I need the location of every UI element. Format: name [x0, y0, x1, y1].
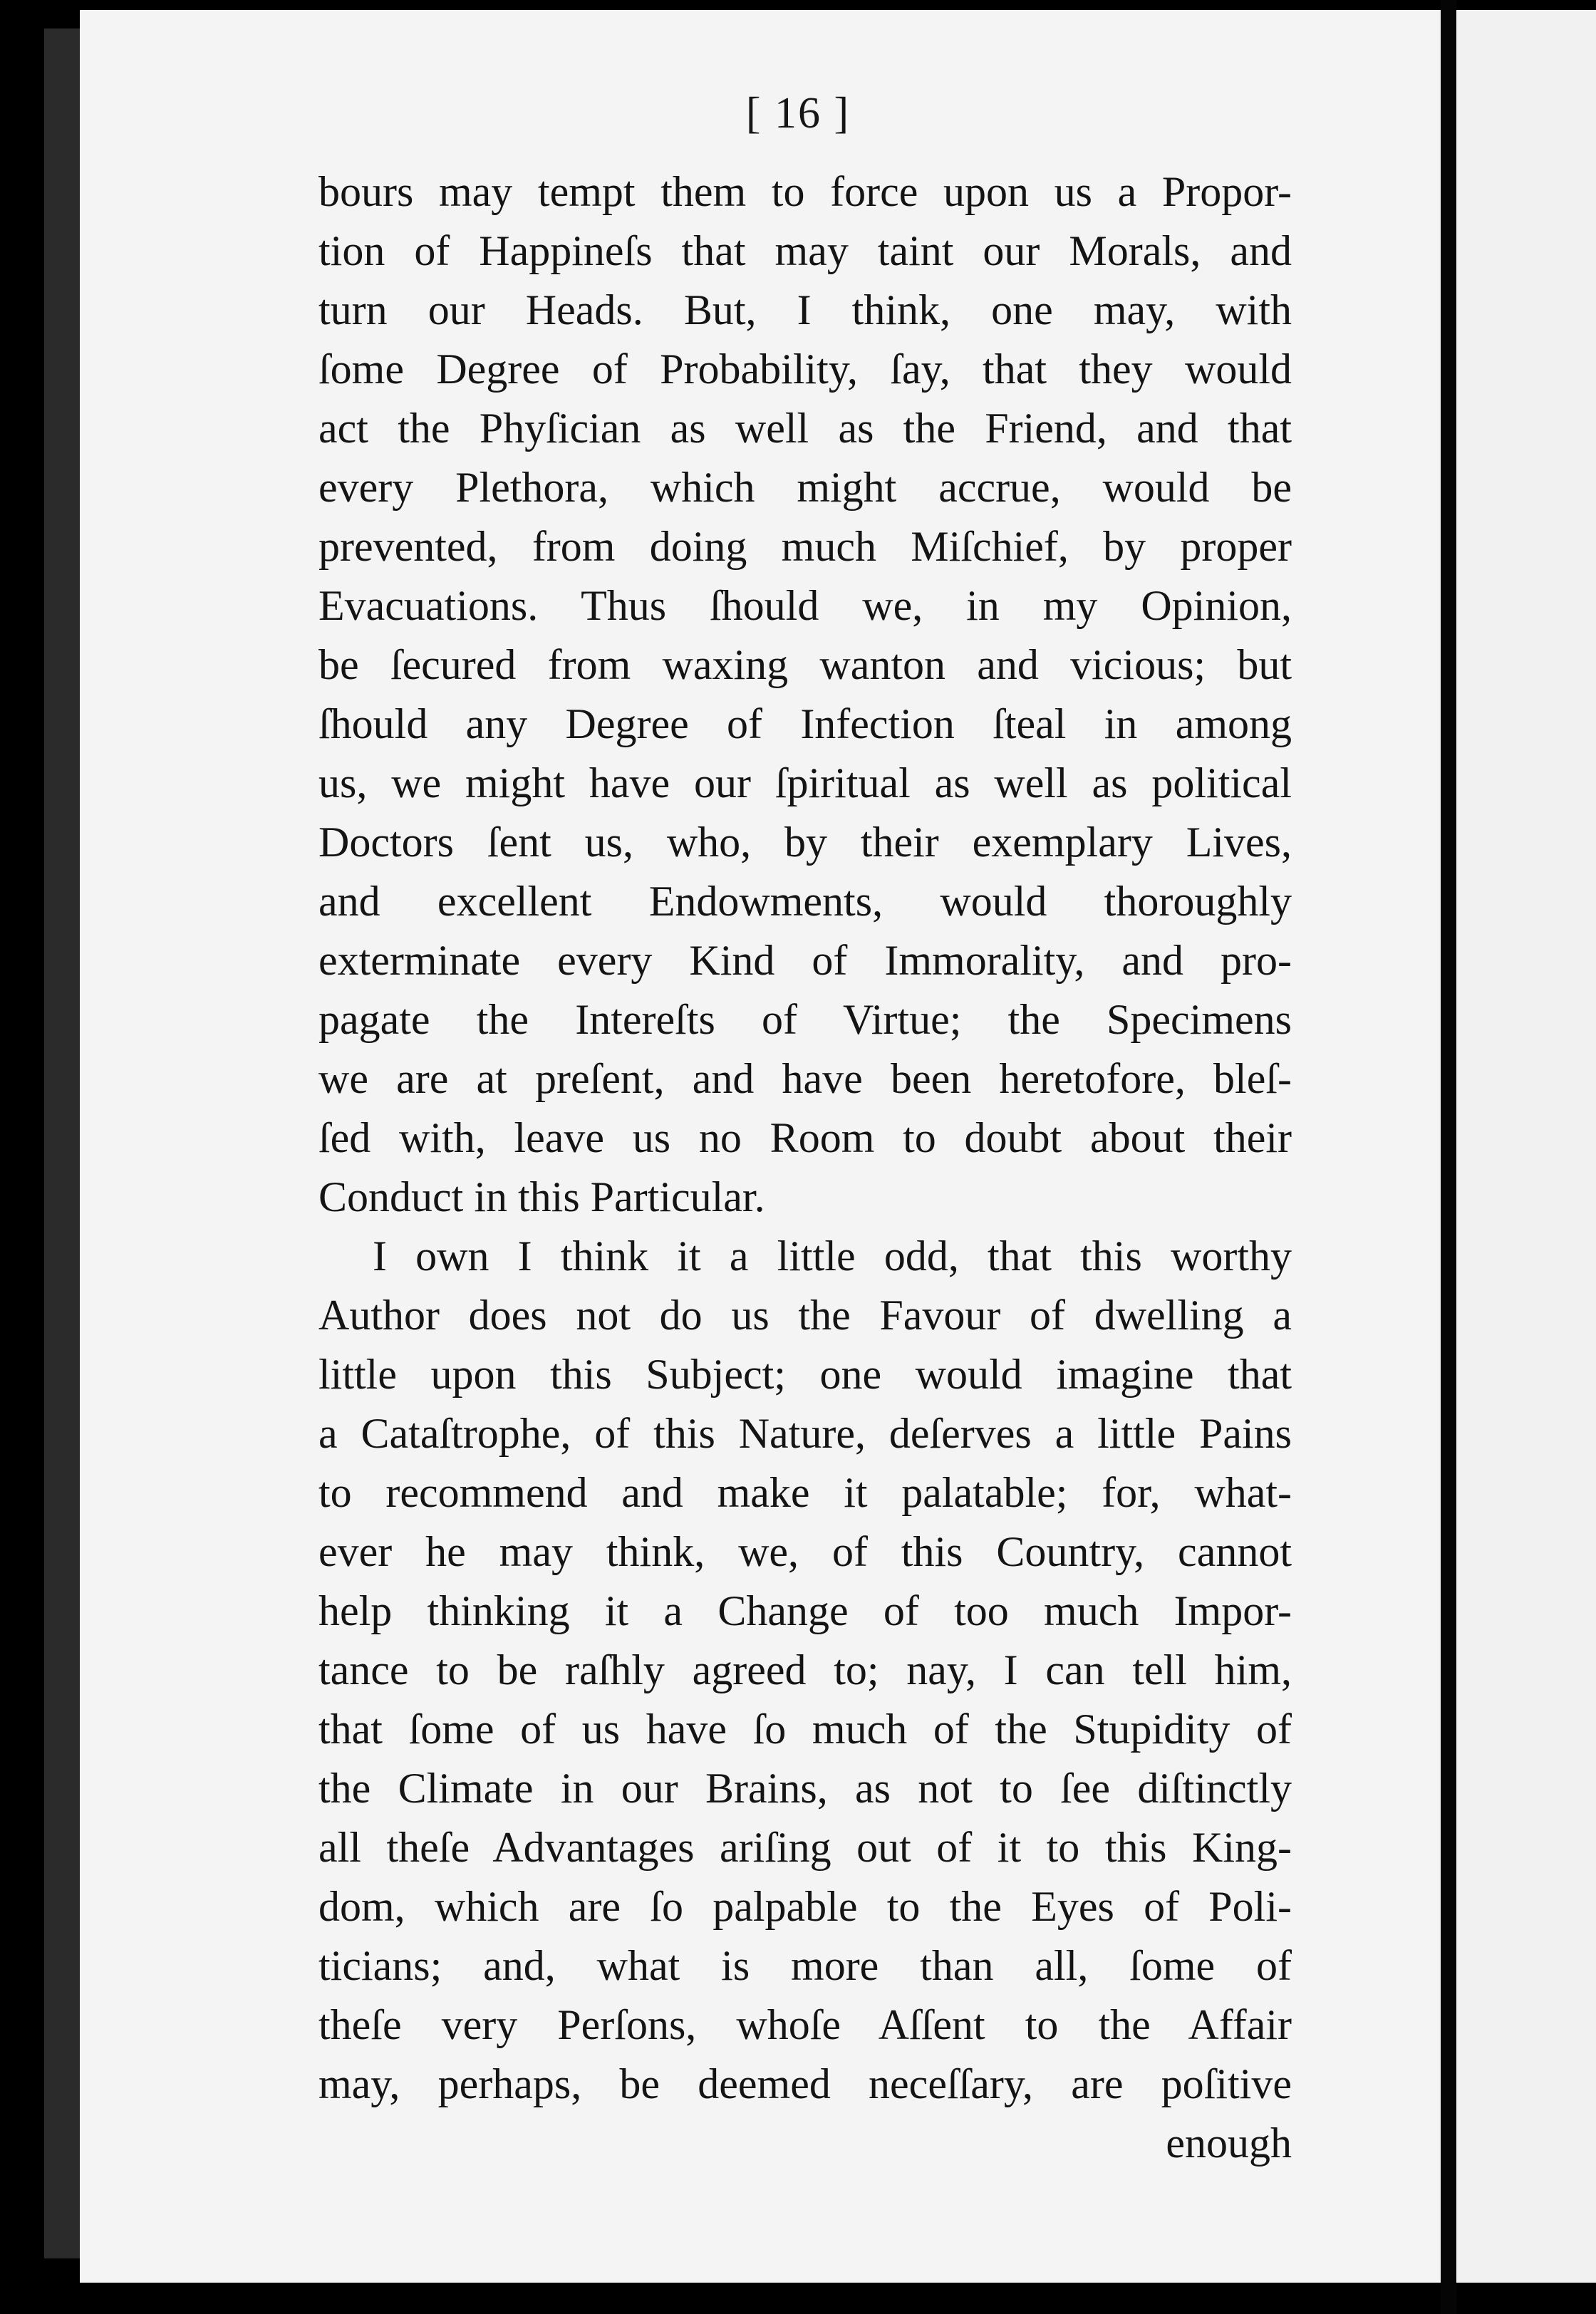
facing-page-edge — [1456, 10, 1596, 2283]
text-line: bours may tempt them to force upon us a Propor- — [318, 168, 1292, 215]
text-line: tance to be raſhly agreed to; nay, I can tell him, — [318, 1646, 1292, 1693]
text-line: I own I think it a little odd, that this worthy — [373, 1233, 1292, 1280]
text-line: help thinking it a Change of too much Impor- — [318, 1587, 1292, 1634]
text-line: prevented, from doing much Miſchief, by proper — [318, 523, 1292, 570]
text-line: us, we might have our ſpiritual as well as political — [318, 759, 1292, 806]
text-line: may, perhaps, be deemed neceſſary, are poſitive — [318, 2060, 1292, 2107]
text-line: dom, which are ſo palpable to the Eyes of Poli- — [318, 1883, 1292, 1930]
text-line: Author does not do us the Favour of dwelling a — [318, 1292, 1292, 1339]
text-line: to recommend and make it palatable; for, what- — [318, 1469, 1292, 1516]
text-line: exterminate every Kind of Immorality, and pro- — [318, 937, 1292, 984]
text-line: ſhould any Degree of Infection ſteal in among — [318, 700, 1292, 747]
text-line: theſe very Perſons, whoſe Aſſent to the Affair — [318, 2001, 1292, 2048]
text-line: a Cataſtrophe, of this Nature, deſerves a little Pains — [318, 1410, 1292, 1457]
text-line: we are at preſent, and have been heretofore, bleſ- — [318, 1055, 1292, 1102]
text-line: act the Phyſician as well as the Friend, and that — [318, 405, 1292, 452]
text-line: tion of Happineſs that may taint our Morals, and — [318, 227, 1292, 274]
page-gutter — [1441, 0, 1456, 2314]
catchword: enough — [1166, 2120, 1292, 2167]
text-line: all theſe Advantages ariſing out of it to this King- — [318, 1824, 1292, 1871]
text-line: turn our Heads. But, I think, one may, with — [318, 286, 1292, 333]
text-line: and excellent Endowments, would thoroughly — [318, 878, 1292, 925]
text-line: every Plethora, which might accrue, would be — [318, 464, 1292, 511]
text-line: that ſome of us have ſo much of the Stupidity of — [318, 1706, 1292, 1753]
text-line: ever he may think, we, of this Country, cannot — [318, 1528, 1292, 1575]
text-line: Evacuations. Thus ſhould we, in my Opinion, — [318, 582, 1292, 629]
text-line: ſome Degree of Probability, ſay, that they would — [318, 346, 1292, 393]
book-binding-edge — [44, 28, 81, 2258]
text-line: Doctors ſent us, who, by their exemplary Lives, — [318, 819, 1292, 866]
text-line: little upon this Subject; one would imagine that — [318, 1351, 1292, 1398]
body-text — [318, 162, 1292, 2173]
text-line: the Climate in our Brains, as not to ſee diſtinctly — [318, 1765, 1292, 1812]
text-line: ticians; and, what is more than all, ſome of — [318, 1942, 1292, 1989]
text-line: be ſecured from waxing wanton and vicious; but — [318, 641, 1292, 688]
text-line: ſed with, leave us no Room to doubt about their — [318, 1114, 1292, 1161]
text-line: Conduct in this Particular. — [318, 1173, 765, 1220]
page-number: [ 16 ] — [745, 89, 851, 138]
text-line: pagate the Intereſts of Virtue; the Specimens — [318, 996, 1292, 1043]
